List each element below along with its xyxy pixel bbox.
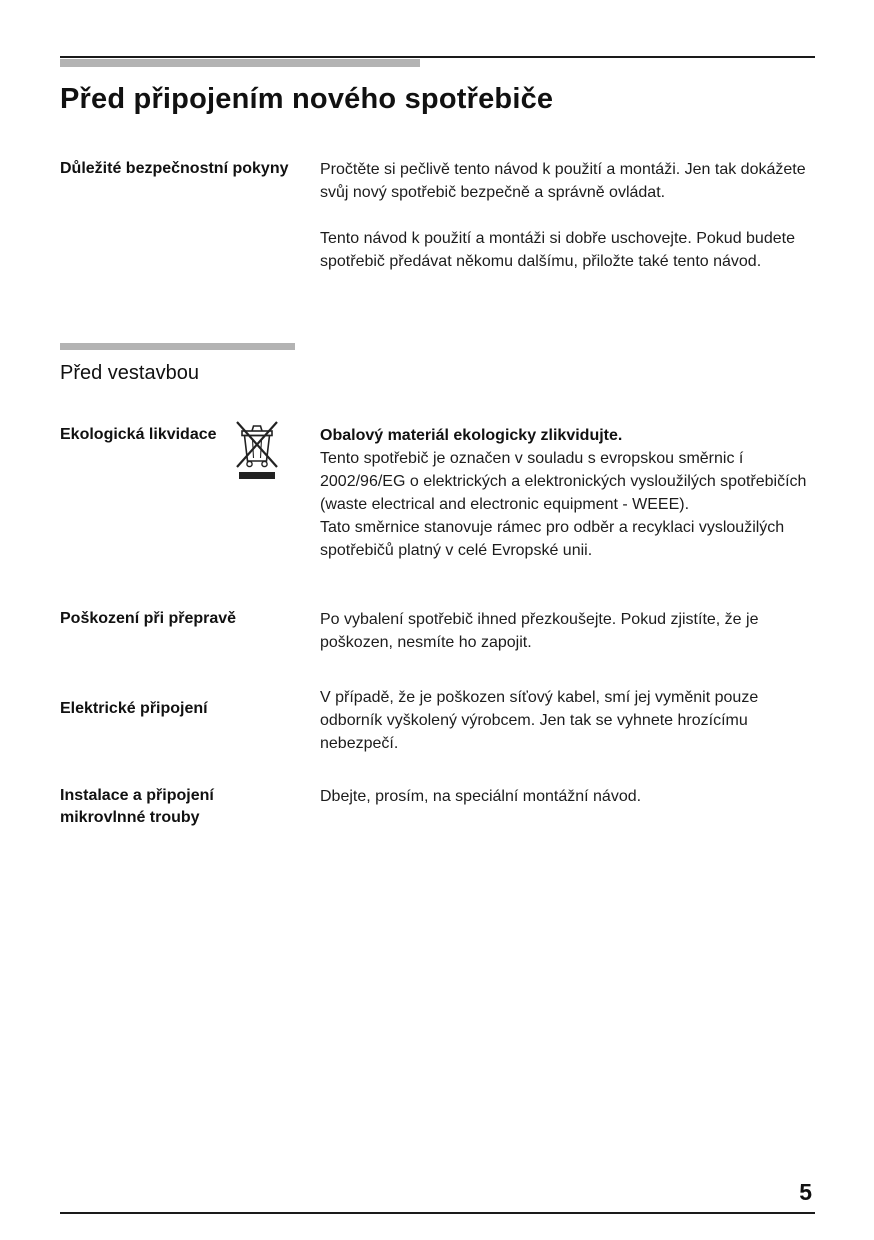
section-transport-para: Po vybalení spotřebič ihned přezkoušejte. Pokud zjistíte, že je poškozen, nesmíte ho zapojit. — [320, 611, 759, 651]
section-installation-label-col — [60, 785, 320, 829]
section-safety-label-col — [60, 158, 320, 180]
top-rule-line — [60, 56, 815, 58]
section-ecology-text-col — [320, 424, 815, 562]
section-transport-label-col — [60, 608, 320, 630]
section-installation-text-col — [320, 785, 815, 808]
subheading-title: Před vestavbou — [60, 362, 199, 384]
section-transport-text-col — [320, 608, 815, 654]
section-safety-para2: Tento návod k použití a montáži si dobře uschovejte. Pokud budete spotřebič předávat někomu dalšímu, přiložte také tento návod. — [320, 230, 795, 270]
subheading-before-install — [60, 343, 815, 386]
section-transport — [60, 608, 815, 654]
weee-crossed-out-bin-icon — [235, 420, 279, 487]
section-safety-text-col — [320, 158, 815, 273]
section-electrical-text-col — [320, 686, 815, 755]
section-ecology-para1: Tento spotřebič je označen v souladu s evropskou směrnic í 2002/96/EG o elektrických a elektronických vysloužilých spotřebičích (waste electrical and electronic equipment - WEEE). — [320, 450, 807, 513]
page-content — [60, 0, 815, 829]
section-ecology-lead: Obalový materiál ekologicky zlikvidujte. — [320, 427, 623, 444]
section-electrical-label: Elektrické připojení — [60, 700, 208, 717]
section-installation-label: Instalace a připojení mikrovlnné trouby — [60, 787, 214, 826]
section-ecology — [60, 424, 815, 562]
section-safety-para1: Pročtěte si pečlivě tento návod k použití a montáži. Jen tak dokážete svůj nový spotřebič bezpečně a správně ovládat. — [320, 161, 806, 201]
section-installation-para: Dbejte, prosím, na speciální montážní návod. — [320, 788, 642, 805]
section-safety-label: Důležité bezpečnostní pokyny — [60, 160, 289, 177]
page-number: 5 — [799, 1179, 812, 1205]
section-electrical-label-col — [60, 686, 320, 720]
section-safety — [60, 158, 815, 273]
top-rule — [60, 56, 815, 68]
section-ecology-label: Ekologická likvidace — [60, 426, 217, 443]
page-title: Před připojením nového spotřebiče — [60, 83, 554, 115]
top-rule-accent-bar — [60, 59, 420, 67]
section-ecology-label-col — [60, 424, 320, 487]
bottom-rule-line — [60, 1212, 815, 1214]
subheading-accent-bar — [60, 343, 295, 350]
section-electrical — [60, 686, 815, 755]
section-transport-label: Poškození při přepravě — [60, 610, 237, 627]
section-electrical-para: V případě, že je poškozen síťový kabel, smí jej vyměnit pouze odborník vyškolený výrobcem. Jen tak se vyhnete hrozícímu nebezpečí. — [320, 689, 759, 752]
section-ecology-para2: Tato směrnice stanovuje rámec pro odběr a recyklaci vysloužilých spotřebičů platný v celé Evropské unii. — [320, 519, 785, 559]
section-installation — [60, 785, 815, 829]
